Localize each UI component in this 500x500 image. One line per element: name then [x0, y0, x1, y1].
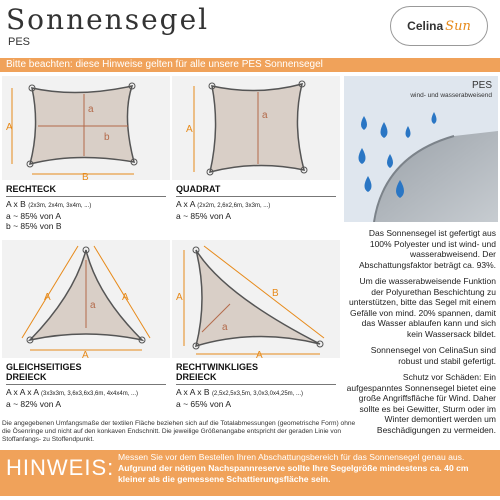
description-paragraph: Sonnensegel von CelinaSun sind robust und stabil gefertigt. — [370, 345, 496, 366]
description-paragraph: Schutz vor Schäden: Ein aufgespanntes Sonnensegel bietet eine große Angriffsfläche für Wind. Daher sollte es bei Gewitter, Sturm oder im Winter demontiert werden um Beschädigungen zu vermeiden. — [346, 372, 496, 435]
panel-rechteck — [2, 76, 170, 180]
panel-rechtwinklig — [172, 240, 340, 358]
label-A: A — [6, 122, 13, 133]
footnote: Die angegebenen Umfangsmaße der textilen Fläche beziehen sich auf die Totalabmessungen (geometrische Form) ohne die Ösenringe und nicht auf den konkaven Endschnitt. Die jeweilige Größenangabe entspricht der geraden Linie von Stoffanfangs- zu Stoffendpunkt. — [2, 420, 356, 443]
shape-examples: (3x3x3m, 3,6x3,6x3,6m, 4x4x4m, ...) — [41, 391, 139, 397]
rechtwinklig-info — [176, 362, 336, 409]
shape-ratio-a: a ~ 65% von A — [176, 399, 232, 409]
fabric-illustration — [344, 76, 498, 222]
description-paragraph: Das Sonnensegel ist gefertigt aus 100% Polyester und ist wind- und wasserabweisend. Der Abschattungsfaktor beträgt ca. 93%. — [358, 228, 496, 270]
shape-name: RECHTECK — [6, 184, 57, 194]
shape-name-2: DREIECK — [176, 372, 217, 382]
label-a: a — [88, 104, 94, 115]
panel-gleichseitig — [2, 240, 170, 358]
label-A: A — [186, 124, 193, 135]
label-B: B — [82, 172, 89, 180]
notice-bar: Bitte beachten: diese Hinweise gelten für alle unsere PES Sonnensegel — [0, 58, 500, 72]
fabric-label: PES — [471, 80, 492, 91]
label-A: A — [122, 292, 129, 303]
shape-formula: A x B — [6, 199, 26, 209]
shape-name-1: GLEICHSEITIGES — [6, 362, 82, 372]
label-A: A — [176, 292, 183, 303]
rechteck-info — [6, 184, 166, 231]
shape-ratio-a: a ~ 85% von A — [6, 211, 62, 221]
shape-formula: A x A x A — [6, 387, 39, 397]
brand-logo — [390, 6, 488, 46]
quadrat-info — [176, 184, 336, 221]
shape-ratio-a: a ~ 85% von A — [176, 211, 232, 221]
shape-examples: (2x2m, 2,6x2,6m, 3x3m, ...) — [197, 203, 271, 209]
page-subtitle: PES — [8, 36, 31, 48]
right-triangle-diagram — [172, 240, 340, 358]
hinweis-line-1: Messen Sie vor dem Bestellen Ihren Abschattungsbereich für das Sonnensegel genau aus. — [118, 452, 465, 462]
shape-ratio-b: b ~ 85% von B — [6, 221, 62, 231]
shape-name: QUADRAT — [176, 184, 221, 194]
description-column — [346, 228, 496, 435]
square-diagram — [172, 76, 340, 180]
shape-formula: A x A x B — [176, 387, 210, 397]
shape-formula: A x A — [176, 199, 195, 209]
hinweis-text — [118, 452, 498, 485]
hinweis-line-2: Aufgrund der nötigen Nachspannreserve sollte Ihre Segelgröße mindestens ca. 40 cm kleiner als die gemessene Schattierungsfläche sein. — [118, 463, 469, 484]
page-title: Sonnensegel — [6, 3, 210, 36]
label-A: A — [256, 350, 263, 358]
shape-ratio-a: a ~ 82% von A — [6, 399, 62, 409]
equilateral-triangle-diagram — [2, 240, 170, 358]
shape-examples: (2,5x2,5x3,5m, 3,0x3,0x4,25m, ...) — [211, 391, 303, 397]
fabric-sublabel: wind- und wasserabweisend — [410, 92, 492, 99]
shape-name-1: RECHTWINKLIGES — [176, 362, 258, 372]
label-b: b — [104, 132, 110, 143]
label-A: A — [44, 292, 51, 303]
label-a: a — [222, 322, 228, 333]
label-B: B — [272, 288, 279, 299]
label-a: a — [262, 110, 268, 121]
shape-examples: (2x3m, 2x4m, 3x4m, ...) — [28, 203, 92, 209]
hinweis-label: HINWEIS: — [6, 455, 115, 480]
gleichseitig-info — [6, 362, 166, 409]
rectangle-diagram — [2, 76, 170, 180]
logo-text-sun: Sun — [445, 18, 471, 34]
description-paragraph: Um die wasserabweisende Funktion der Polyurethan Beschichtung zu unterstützen, bitte das Segel mit einem Gefälle von mind. 20% spannen, damit das Wasser ablaufen kann und sich kein Wassersack bildet. — [349, 276, 496, 339]
logo-text-celina: Celina — [407, 19, 444, 33]
label-a: a — [90, 300, 96, 311]
shape-name-2: DREIECK — [6, 372, 47, 382]
panel-quadrat — [172, 76, 340, 180]
label-A: A — [82, 350, 89, 358]
